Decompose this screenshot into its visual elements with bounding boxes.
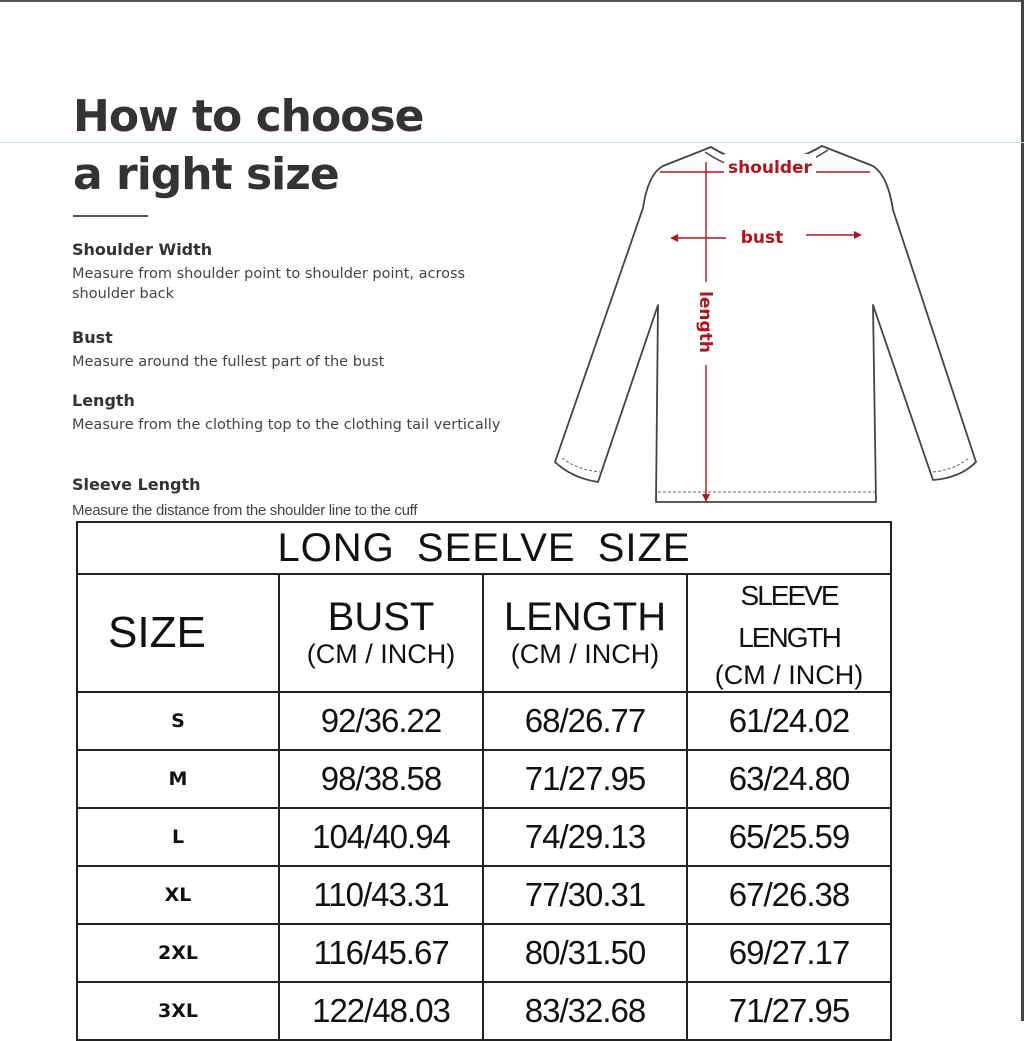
guide-heading: Shoulder Width [72, 240, 213, 259]
header-sleeve-unit: (CM / INCH) [714, 660, 864, 690]
size-cell: M [77, 750, 279, 808]
header-length [483, 574, 687, 692]
length-cell: 68/26.77 [483, 692, 687, 750]
guide-length [72, 391, 532, 435]
header-size: SIZE [77, 574, 279, 692]
size-cell: XL [77, 866, 279, 924]
header-bust [279, 574, 483, 692]
sleeve-cell: 67/26.38 [687, 866, 891, 924]
header-length-unit: (CM / INCH) [510, 639, 660, 669]
table-header-row [77, 574, 891, 692]
guide-description: Measure the distance from the shoulder line to the cuff [72, 502, 418, 519]
header-length-title: LENGTH [503, 595, 667, 639]
sleeve-cell: 65/25.59 [687, 808, 891, 866]
sleeve-cell: 69/27.17 [687, 924, 891, 982]
guide-shoulder-width [72, 240, 532, 304]
title-line-2: a right size [73, 149, 339, 200]
guide-description: Measure around the fullest part of the bust [72, 354, 385, 370]
table-row [77, 982, 891, 1040]
guide-sleeve-length [72, 475, 532, 521]
size-cell: S [77, 692, 279, 750]
guide-heading: Sleeve Length [72, 475, 201, 494]
shirt-diagram [548, 140, 984, 510]
bust-label: bust [740, 228, 784, 248]
table-row [77, 750, 891, 808]
size-cell: 2XL [77, 924, 279, 982]
sleeve-cell: 71/27.95 [687, 982, 891, 1040]
length-cell: 80/31.50 [483, 924, 687, 982]
size-chart-table [76, 521, 892, 1041]
guide-description: Measure from shoulder point to shoulder point, across shoulder back [72, 266, 466, 302]
size-cell: 3XL [77, 982, 279, 1040]
length-cell: 74/29.13 [483, 808, 687, 866]
length-cell: 77/30.31 [483, 866, 687, 924]
guide-bust [72, 328, 532, 372]
size-cell: L [77, 808, 279, 866]
title-underline [73, 215, 148, 217]
top-border [0, 0, 1024, 2]
bust-cell: 110/43.31 [279, 866, 483, 924]
shoulder-label: shoulder [728, 158, 812, 178]
header-bust-unit: (CM / INCH) [306, 639, 456, 669]
sleeve-cell: 61/24.02 [687, 692, 891, 750]
guide-description: Measure from the clothing top to the clothing tail vertically [72, 417, 501, 433]
bust-cell: 98/38.58 [279, 750, 483, 808]
header-sleeve-length [687, 574, 891, 692]
table-caption: LONG SEELVE SIZE [77, 522, 891, 574]
table-row [77, 692, 891, 750]
guide-heading: Length [72, 391, 135, 410]
bust-cell: 116/45.67 [279, 924, 483, 982]
page-title [73, 88, 424, 204]
length-label: length [695, 291, 715, 353]
table-row [77, 866, 891, 924]
table-caption-row [77, 522, 891, 574]
shirt-svg [548, 140, 984, 510]
title-line-1: How to choose [73, 91, 424, 142]
guide-heading: Bust [72, 328, 113, 347]
table-row [77, 924, 891, 982]
bust-cell: 104/40.94 [279, 808, 483, 866]
bust-cell: 92/36.22 [279, 692, 483, 750]
table-row [77, 808, 891, 866]
header-sleeve-title: SLEEVE LENGTH [738, 580, 840, 653]
length-cell: 83/32.68 [483, 982, 687, 1040]
length-cell: 71/27.95 [483, 750, 687, 808]
shirt-outline [555, 146, 976, 502]
header-bust-title: BUST [327, 595, 435, 639]
sleeve-cell: 63/24.80 [687, 750, 891, 808]
bust-cell: 122/48.03 [279, 982, 483, 1040]
